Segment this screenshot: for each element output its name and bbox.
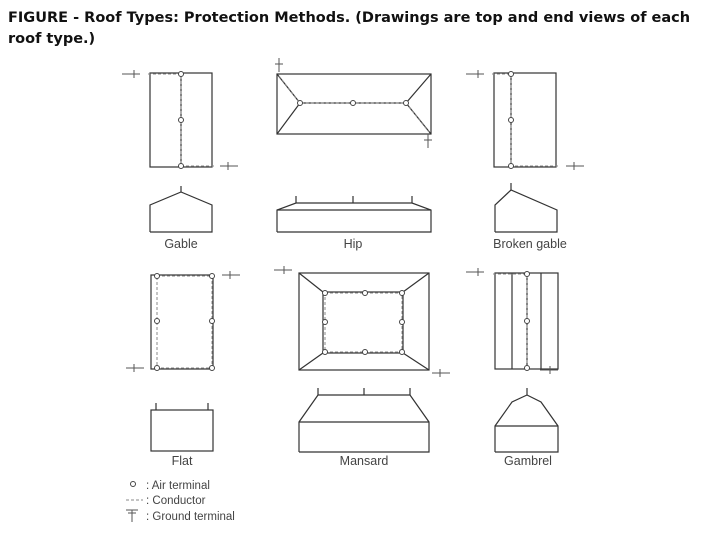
mansard-end-view xyxy=(299,388,429,452)
label-mansard: Mansard xyxy=(339,454,389,468)
figure-caption: FIGURE - Roof Types: Protection Methods. (Drawings are top and end views of each roof type.) xyxy=(8,10,691,47)
ground-terminal-icon xyxy=(466,268,484,276)
air-terminal-icon xyxy=(131,482,136,487)
ground-terminal-icon xyxy=(466,70,484,78)
ground-terminal-icon xyxy=(274,266,292,274)
ground-terminal-icon xyxy=(126,364,144,372)
flat-top-view xyxy=(126,271,240,372)
legend-conductor: : Conductor xyxy=(146,495,206,507)
hip-end-view xyxy=(277,196,431,232)
ground-terminal-icon xyxy=(122,70,140,78)
ground-terminal-icon xyxy=(222,271,240,279)
legend-air-terminal: : Air terminal xyxy=(146,480,210,492)
broken-gable-top-view xyxy=(466,70,584,170)
gambrel-end-view xyxy=(495,388,558,452)
ground-terminal-icon xyxy=(540,366,558,374)
ground-terminal-icon xyxy=(432,369,450,377)
flat-end-view xyxy=(151,403,213,451)
ground-terminal-icon xyxy=(126,510,138,522)
gable-top-view xyxy=(122,70,238,170)
label-hip: Hip xyxy=(343,237,363,251)
label-broken-gable: Broken gable xyxy=(493,237,567,251)
ground-terminal-icon xyxy=(275,58,283,72)
ground-terminal-icon xyxy=(220,162,238,170)
gable-end-view xyxy=(150,186,212,232)
broken-gable-end-view xyxy=(495,183,557,232)
gambrel-top-view xyxy=(466,268,558,374)
hip-top-view xyxy=(275,58,432,148)
ground-terminal-icon xyxy=(566,162,584,170)
ground-terminal-icon xyxy=(424,134,432,148)
label-gable: Gable xyxy=(164,237,198,251)
label-gambrel: Gambrel xyxy=(504,454,552,468)
label-flat: Flat xyxy=(171,454,193,468)
legend-ground-terminal: : Ground terminal xyxy=(146,511,235,523)
mansard-top-view xyxy=(274,266,450,377)
legend xyxy=(126,480,235,523)
